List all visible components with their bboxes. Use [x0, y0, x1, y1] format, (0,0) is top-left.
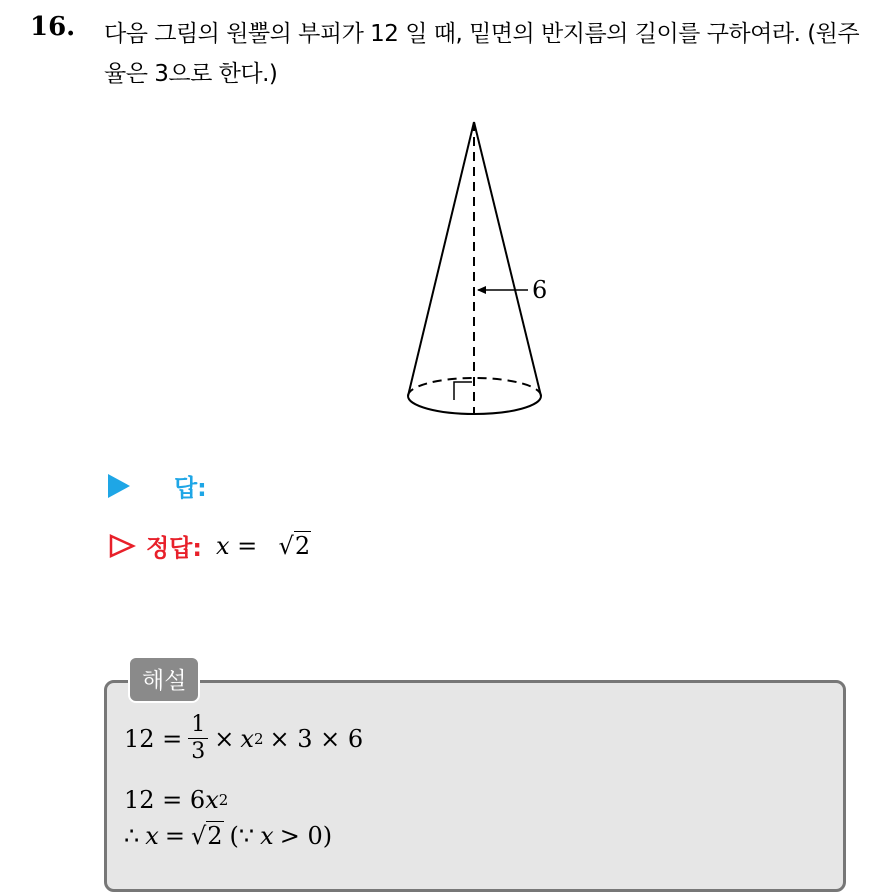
sol1-lhs: 12 = [124, 724, 183, 753]
sol1-fraction [188, 712, 208, 765]
cone-diagram [380, 108, 560, 428]
right-angle-mark [454, 382, 472, 400]
height-label: 6 [532, 276, 548, 304]
sol1-rest: × 3 × 6 [269, 724, 364, 753]
correct-answer-radicand: 2 [294, 531, 311, 560]
sol2-lhs: 12 = 6 [124, 786, 206, 814]
solution-line-3 [124, 822, 332, 850]
question-text: 다음 그림의 원뿔의 부피가 12 일 때, 밑면의 반지름의 길이를 구하여라. (원주율은 3으로 한다.) [104, 21, 860, 87]
correct-answer-math [216, 532, 311, 560]
correct-answer-row [108, 528, 311, 563]
solution-line-1 [124, 712, 363, 765]
sol3-because-rest: > 0) [279, 822, 333, 850]
sol1-frac-den: 3 [191, 739, 206, 764]
sol2-var: x [205, 786, 219, 814]
play-filled-icon [108, 474, 130, 498]
cone-left-edge [408, 122, 474, 396]
answer-prompt-row [108, 468, 207, 503]
correct-answer-eq: = [237, 531, 258, 560]
sol3-therefore: ∴ [124, 822, 140, 850]
answer-prompt-label: 답: [174, 474, 207, 502]
sol3-because-open: (∵ [229, 822, 255, 850]
correct-answer-var: x [215, 531, 230, 560]
play-outline-icon [108, 533, 136, 559]
sol1-times: × [214, 724, 235, 753]
solution-line-2 [124, 786, 228, 814]
sol1-exp: 2 [253, 729, 264, 748]
cone-figure [380, 108, 560, 432]
solution-tab: 해설 [128, 656, 200, 703]
sol2-exp: 2 [218, 791, 229, 809]
question-number: 16. [30, 12, 76, 42]
sol3-because-var: x [260, 822, 274, 850]
correct-answer-sqrt: √2 [278, 531, 311, 560]
sol3-radicand: 2 [207, 822, 223, 850]
sol3-sqrt: √2 [190, 822, 223, 850]
height-arrow-head [477, 286, 486, 294]
sol1-var: x [240, 724, 254, 753]
sol1-frac-num: 1 [188, 712, 208, 739]
sol3-eq: = [164, 822, 185, 850]
correct-answer-label: 정답: [146, 534, 202, 562]
cone-right-edge [474, 122, 541, 396]
sol3-var: x [145, 822, 159, 850]
